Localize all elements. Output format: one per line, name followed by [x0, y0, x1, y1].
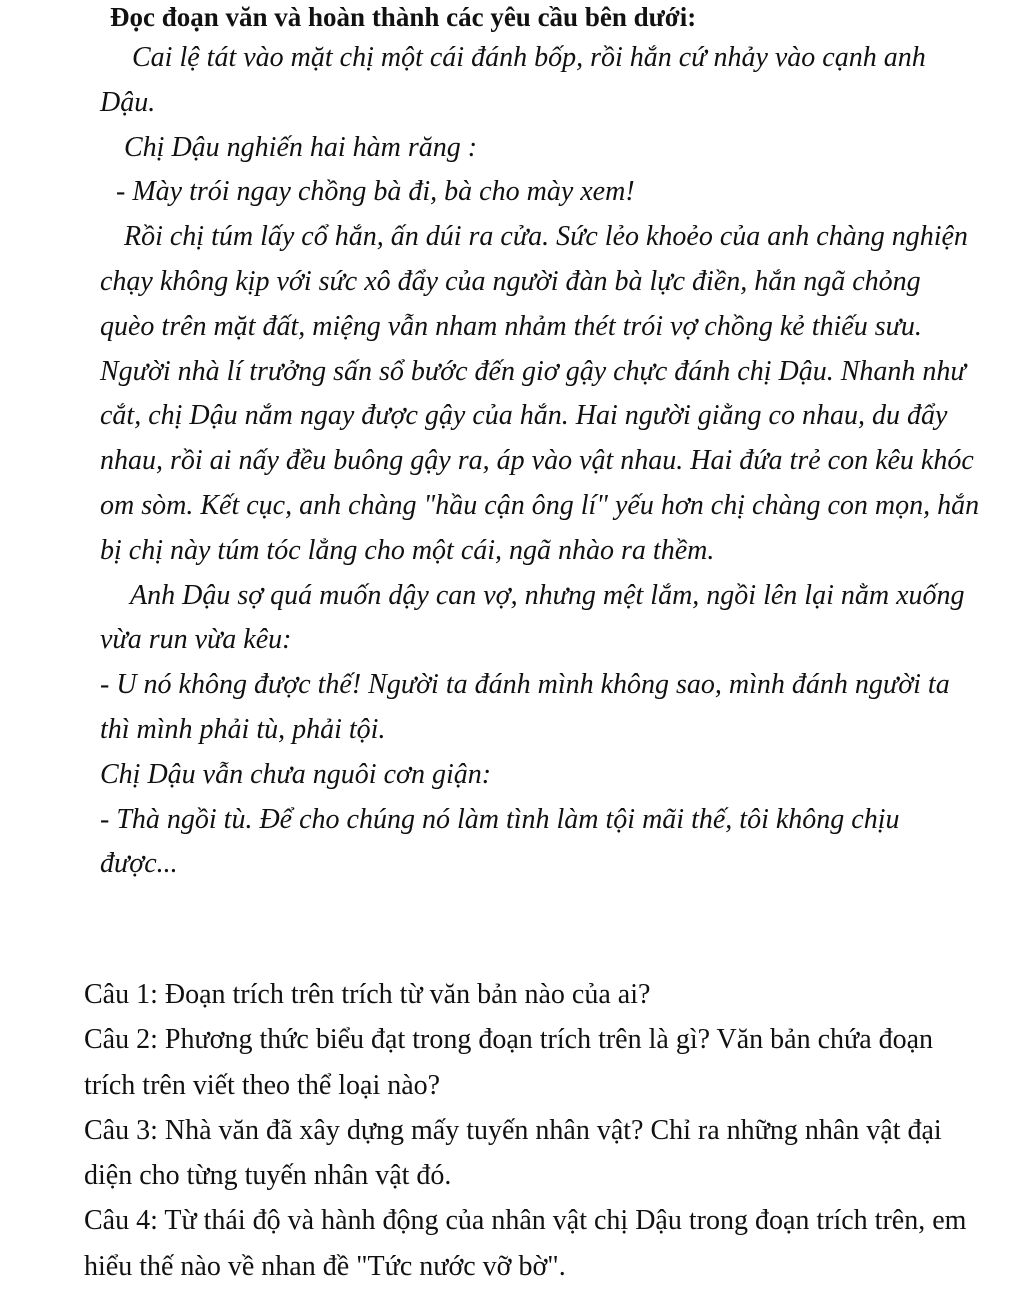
question-item: Câu 1: Đoạn trích trên trích từ văn bản nào của ai?	[84, 979, 651, 1010]
passage-paragraph: Anh Dậu sợ quá muốn dậy can vợ, nhưng mệt lắm, ngồi lên lại nằm xuống vừa run vừa kêu:	[100, 579, 965, 656]
question-list	[84, 972, 984, 1289]
question-item: Câu 3: Nhà văn đã xây dựng mấy tuyến nhân vật? Chỉ ra những nhân vật đại diện cho từng tuyến nhân vật đó.	[84, 1114, 942, 1192]
passage-paragraph: Người nhà lí trưởng sấn sổ bước đến giơ gậy chực đánh chị Dậu. Nhanh như cắt, chị Dậu nắm ngay được gậy của hắn. Hai người giằng co nhau, du đẩy nhau, rồi ai nấy đều buông gậy ra, áp vào vật nhau. Hai đứa trẻ con kêu khóc om sòm. Kết cục, anh chàng "hầu cận ông lí" yếu hơn chị chàng con mọn, hắn bị chị này túm tóc lẳng cho một cái, ngã nhào ra thềm.	[100, 355, 980, 566]
passage-dialogue: - Thà ngồi tù. Để cho chúng nó làm tình làm tội mãi thế, tôi không chịu được...	[100, 803, 900, 880]
passage-paragraph: Chị Dậu nghiến hai hàm răng :	[124, 131, 478, 163]
question-item: Câu 2: Phương thức biểu đạt trong đoạn trích trên là gì? Văn bản chứa đoạn trích trên viết theo thể loại nào?	[84, 1024, 934, 1101]
passage-dialogue: - U nó không được thế! Người ta đánh mình không sao, mình đánh người ta thì mình phải tù, phải tội.	[100, 669, 950, 745]
question-item: Câu 4: Từ thái độ và hành động của nhân vật chị Dậu trong đoạn trích trên, em hiểu thế nào về nhan đề "Tức nước vỡ bờ".	[84, 1205, 967, 1282]
passage-dialogue: - Mày trói ngay chồng bà đi, bà cho mày xem!	[116, 176, 635, 208]
page-title: Đọc đoạn văn và hoàn thành các yêu cầu bên dưới:	[110, 2, 697, 32]
passage-paragraph: Rồi chị túm lấy cổ hắn, ấn dúi ra cửa. Sức lẻo khoẻo của anh chàng nghiện chạy không kịp với sức xô đẩy của người đàn bà lực điền, hắn ngã chỏng quèo trên mặt đất, miệng vẫn nham nhảm thét trói vợ chồng kẻ thiếu sưu.	[100, 221, 968, 342]
passage-paragraph: Chị Dậu vẫn chưa nguôi cơn giận:	[100, 758, 492, 790]
literary-passage	[100, 36, 980, 887]
passage-paragraph: Cai lệ tát vào mặt chị một cái đánh bốp, rồi hắn cứ nhảy vào cạnh anh Dậu.	[100, 42, 926, 118]
